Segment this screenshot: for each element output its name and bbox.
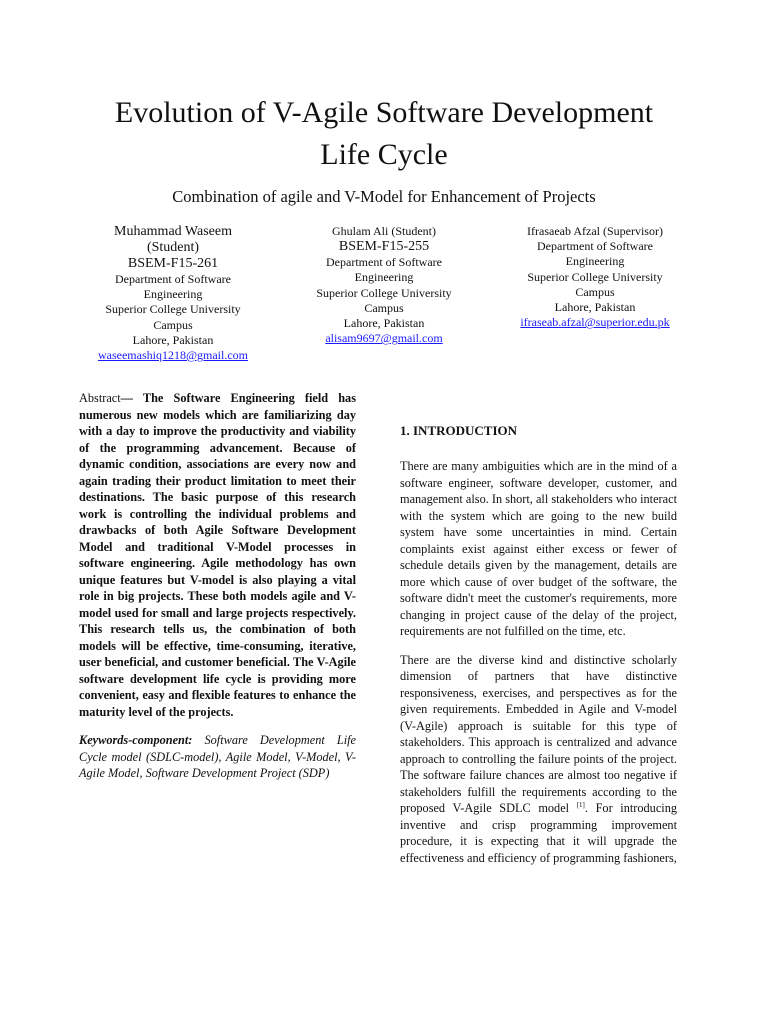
author-name: Muhammad Waseem xyxy=(114,224,232,239)
intro-paragraph-2 xyxy=(400,652,677,867)
abstract-label: Abstract xyxy=(79,391,121,405)
abstract-dash: — xyxy=(120,391,143,405)
abstract xyxy=(79,390,356,720)
left-column xyxy=(79,390,356,782)
author-univ-line-2: Campus xyxy=(364,300,404,315)
keywords-label: Keywords-component: xyxy=(79,733,193,747)
intro-paragraph-2-text-b: . For introducing inventive and crisp programming improvement procedure, it is expecting that it will upgrade the effectiveness and efficiency of programming fashioners, xyxy=(400,801,677,865)
author-dept-line-1: Department of Software xyxy=(115,272,231,286)
author-location: Lahore, Pakistan xyxy=(343,316,425,331)
author-name: Ifrasaeab Afzal (Supervisor) xyxy=(527,224,663,238)
author-email-link[interactable]: waseemashiq1218@gmail.com xyxy=(97,348,249,363)
author-block-1 xyxy=(78,224,268,363)
keywords xyxy=(79,732,356,782)
right-column xyxy=(400,422,677,878)
author-dept-line-2: Engineering xyxy=(354,270,414,285)
author-univ-line-2: Campus xyxy=(153,317,193,332)
author-id: BSEM-F15-261 xyxy=(127,256,219,271)
author-univ-line-1: Superior College University xyxy=(316,285,452,300)
paper-title xyxy=(70,92,698,176)
paper-title-line-2: Life Cycle xyxy=(320,138,448,171)
author-location: Lahore, Pakistan xyxy=(554,300,636,315)
author-id: BSEM-F15-255 xyxy=(338,239,430,255)
citation-ref: [1] xyxy=(576,800,585,809)
section-heading-introduction: 1. INTRODUCTION xyxy=(400,423,518,438)
author-dept-line-2: Engineering xyxy=(565,254,625,269)
keywords-text: Software Development Life Cycle model (SDLC-model), Agile Model, V-Model, V-Agile Model, Software Development Project (SDP) xyxy=(79,733,356,780)
paper-title-line-1: Evolution of V-Agile Software Development xyxy=(114,96,654,129)
intro-paragraph-1: There are many ambiguities which are in the mind of a software engineer, software developer, customer, and management also. In short, all stakeholders who interact with the system which are going to the new build system have some uncertainties in mind. Certain complaints exist against either excess or fewer of schedule details given by the management, details are more which cause of over budget of the software, the software didn't meet the customer's requirements, more changing in project cause of the delay of the project, requirements are not fulfilled on the time, etc. xyxy=(400,459,677,638)
intro-paragraph-2-text-a: There are the diverse kind and distinctive scholarly dimension of partners that have distinctive responsiveness, exercises, and perspectives as for the given requirements. Embedded in Agile and V-model (V-Agile) approach is suitable for this type of stakeholders. This approach is centralized and advance approach to controlling the failure points of the project. The software failure chances are almost too negative if stakeholders fulfill the requirements according to the proposed V-Agile SDLC model xyxy=(400,652,677,815)
author-univ-line-1: Superior College University xyxy=(105,302,241,317)
paper-subtitle: Combination of agile and V-Model for Enhancement of Projects xyxy=(172,187,596,206)
author-location: Lahore, Pakistan xyxy=(132,332,214,347)
abstract-text: The Software Engineering field has numerous new models which are familiarizing day with a day to improve the productivity and viability of the programming advancement. Because of dynamic condition, associations are every now and again trading their product limitation to meet their destinations. The basic purpose of this research work is controlling the individual problems and drawbacks of both Agile Software Development Model and traditional V-Model processes in software engineering. Agile methodology has own unique features but V-model is also playing a vital role in big projects. These both models agile and V-model used for small and large projects respectively. This research tells us, the combination of both models will be effective, time-consuming, iterative, user beneficial, and customer beneficial. The V-Agile software development life cycle is providing more convenient, easy and flexible features to enhance the maturity level of the projects. xyxy=(79,391,356,719)
author-univ-line-1: Superior College University xyxy=(527,269,663,284)
author-block-2 xyxy=(289,224,479,346)
author-name: Ghulam Ali (Student) xyxy=(332,224,436,238)
author-email-link[interactable]: ifraseab.afzal@superior.edu.pk xyxy=(520,315,670,330)
author-block-3 xyxy=(500,224,690,330)
author-dept-line-1: Department of Software xyxy=(326,255,442,270)
author-dept-line-1: Department of Software xyxy=(537,239,653,254)
author-email-link[interactable]: alisam9697@gmail.com xyxy=(325,331,443,346)
author-univ-line-2: Campus xyxy=(575,284,615,299)
author-dept-line-2: Engineering xyxy=(143,287,203,302)
author-role: (Student) xyxy=(146,240,200,255)
